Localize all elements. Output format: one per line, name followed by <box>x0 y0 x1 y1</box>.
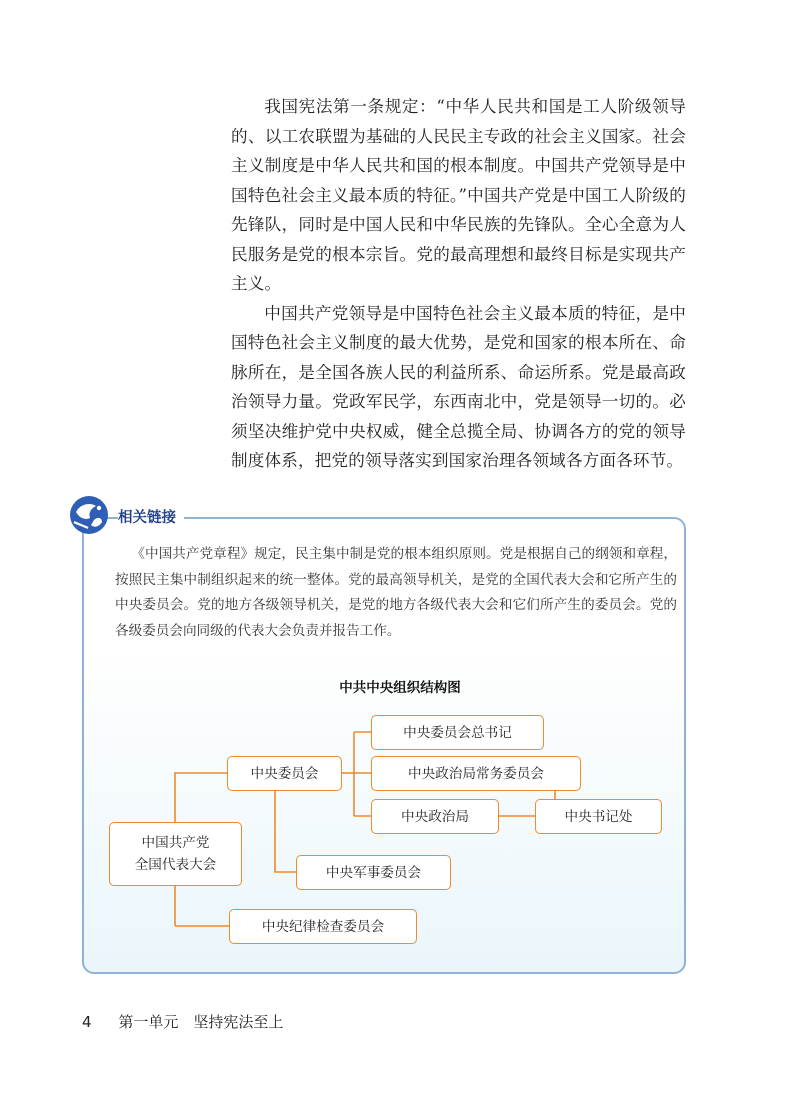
page-footer <box>82 1011 283 1032</box>
node-secretariat: 中央书记处 <box>535 799 662 834</box>
paragraph-party-leadership: 中国共产党领导是中国特色社会主义最本质的特征，是中国特色社会主义制度的最大优势，是党和国家的根本所在、命脉所在，是全国各族人民的利益所系、命运所系。党是最高政治领导力量。党政军民学，东西南北中，党是领导一切的。必须坚决维护党中央权威，健全总揽全局、协调各方的党的领导制度体系，把党的领导落实到国家治理各领域各方面各环节。 <box>231 303 686 470</box>
connector-congress-committee <box>175 773 227 822</box>
node-politburo: 中央政治局 <box>371 799 499 834</box>
org-chart-title: 中共中央组织结构图 <box>339 680 461 696</box>
node-military-commission: 中央军事委员会 <box>296 855 451 890</box>
node-national-congress-line1: 中国共产党 <box>141 835 210 851</box>
unit-title: 第一单元 坚持宪法至上 <box>118 1013 284 1031</box>
connector-committee-military <box>275 791 296 872</box>
node-discipline-commission: 中央纪律检查委员会 <box>229 909 417 944</box>
node-central-committee: 中央委员会 <box>227 756 342 791</box>
node-general-secretary: 中央委员会总书记 <box>371 715 544 750</box>
paragraph-constitution: 我国宪法第一条规定：“中华人民共和国是工人阶级领导的、以工农联盟为基础的人民民主专政的社会主义国家。社会主义制度是中华人民共和国的根本制度。中国共产党领导是中国特色社会主义最本质的特征。”中国共产党是中国工人阶级的先锋队，同时是中国人民和中华民族的先锋队。全心全意为人民服务是党的根本宗旨。党的最高理想和最终目标是实现共产主义。 <box>231 97 686 293</box>
node-national-congress-line2: 全国代表大会 <box>134 857 217 873</box>
page-number: 4 <box>82 1013 92 1031</box>
node-politburo-standing-committee: 中央政治局常务委员会 <box>371 756 581 791</box>
related-link-title: 相关链接 <box>118 506 184 527</box>
related-link-text: 《中国共产党章程》规定，民主集中制是党的根本组织原则。党是根据自己的纲领和章程，按照民主集中制组织起来的统一整体。党的最高领导机关，是党的全国代表大会和它所产生的中央委员会。党的地方各级领导机关，是党的地方各级代表大会和它们所产生的委员会。党的各级委员会向同级的代表大会负责并报告工作。 <box>115 546 677 639</box>
node-national-congress <box>109 822 242 886</box>
